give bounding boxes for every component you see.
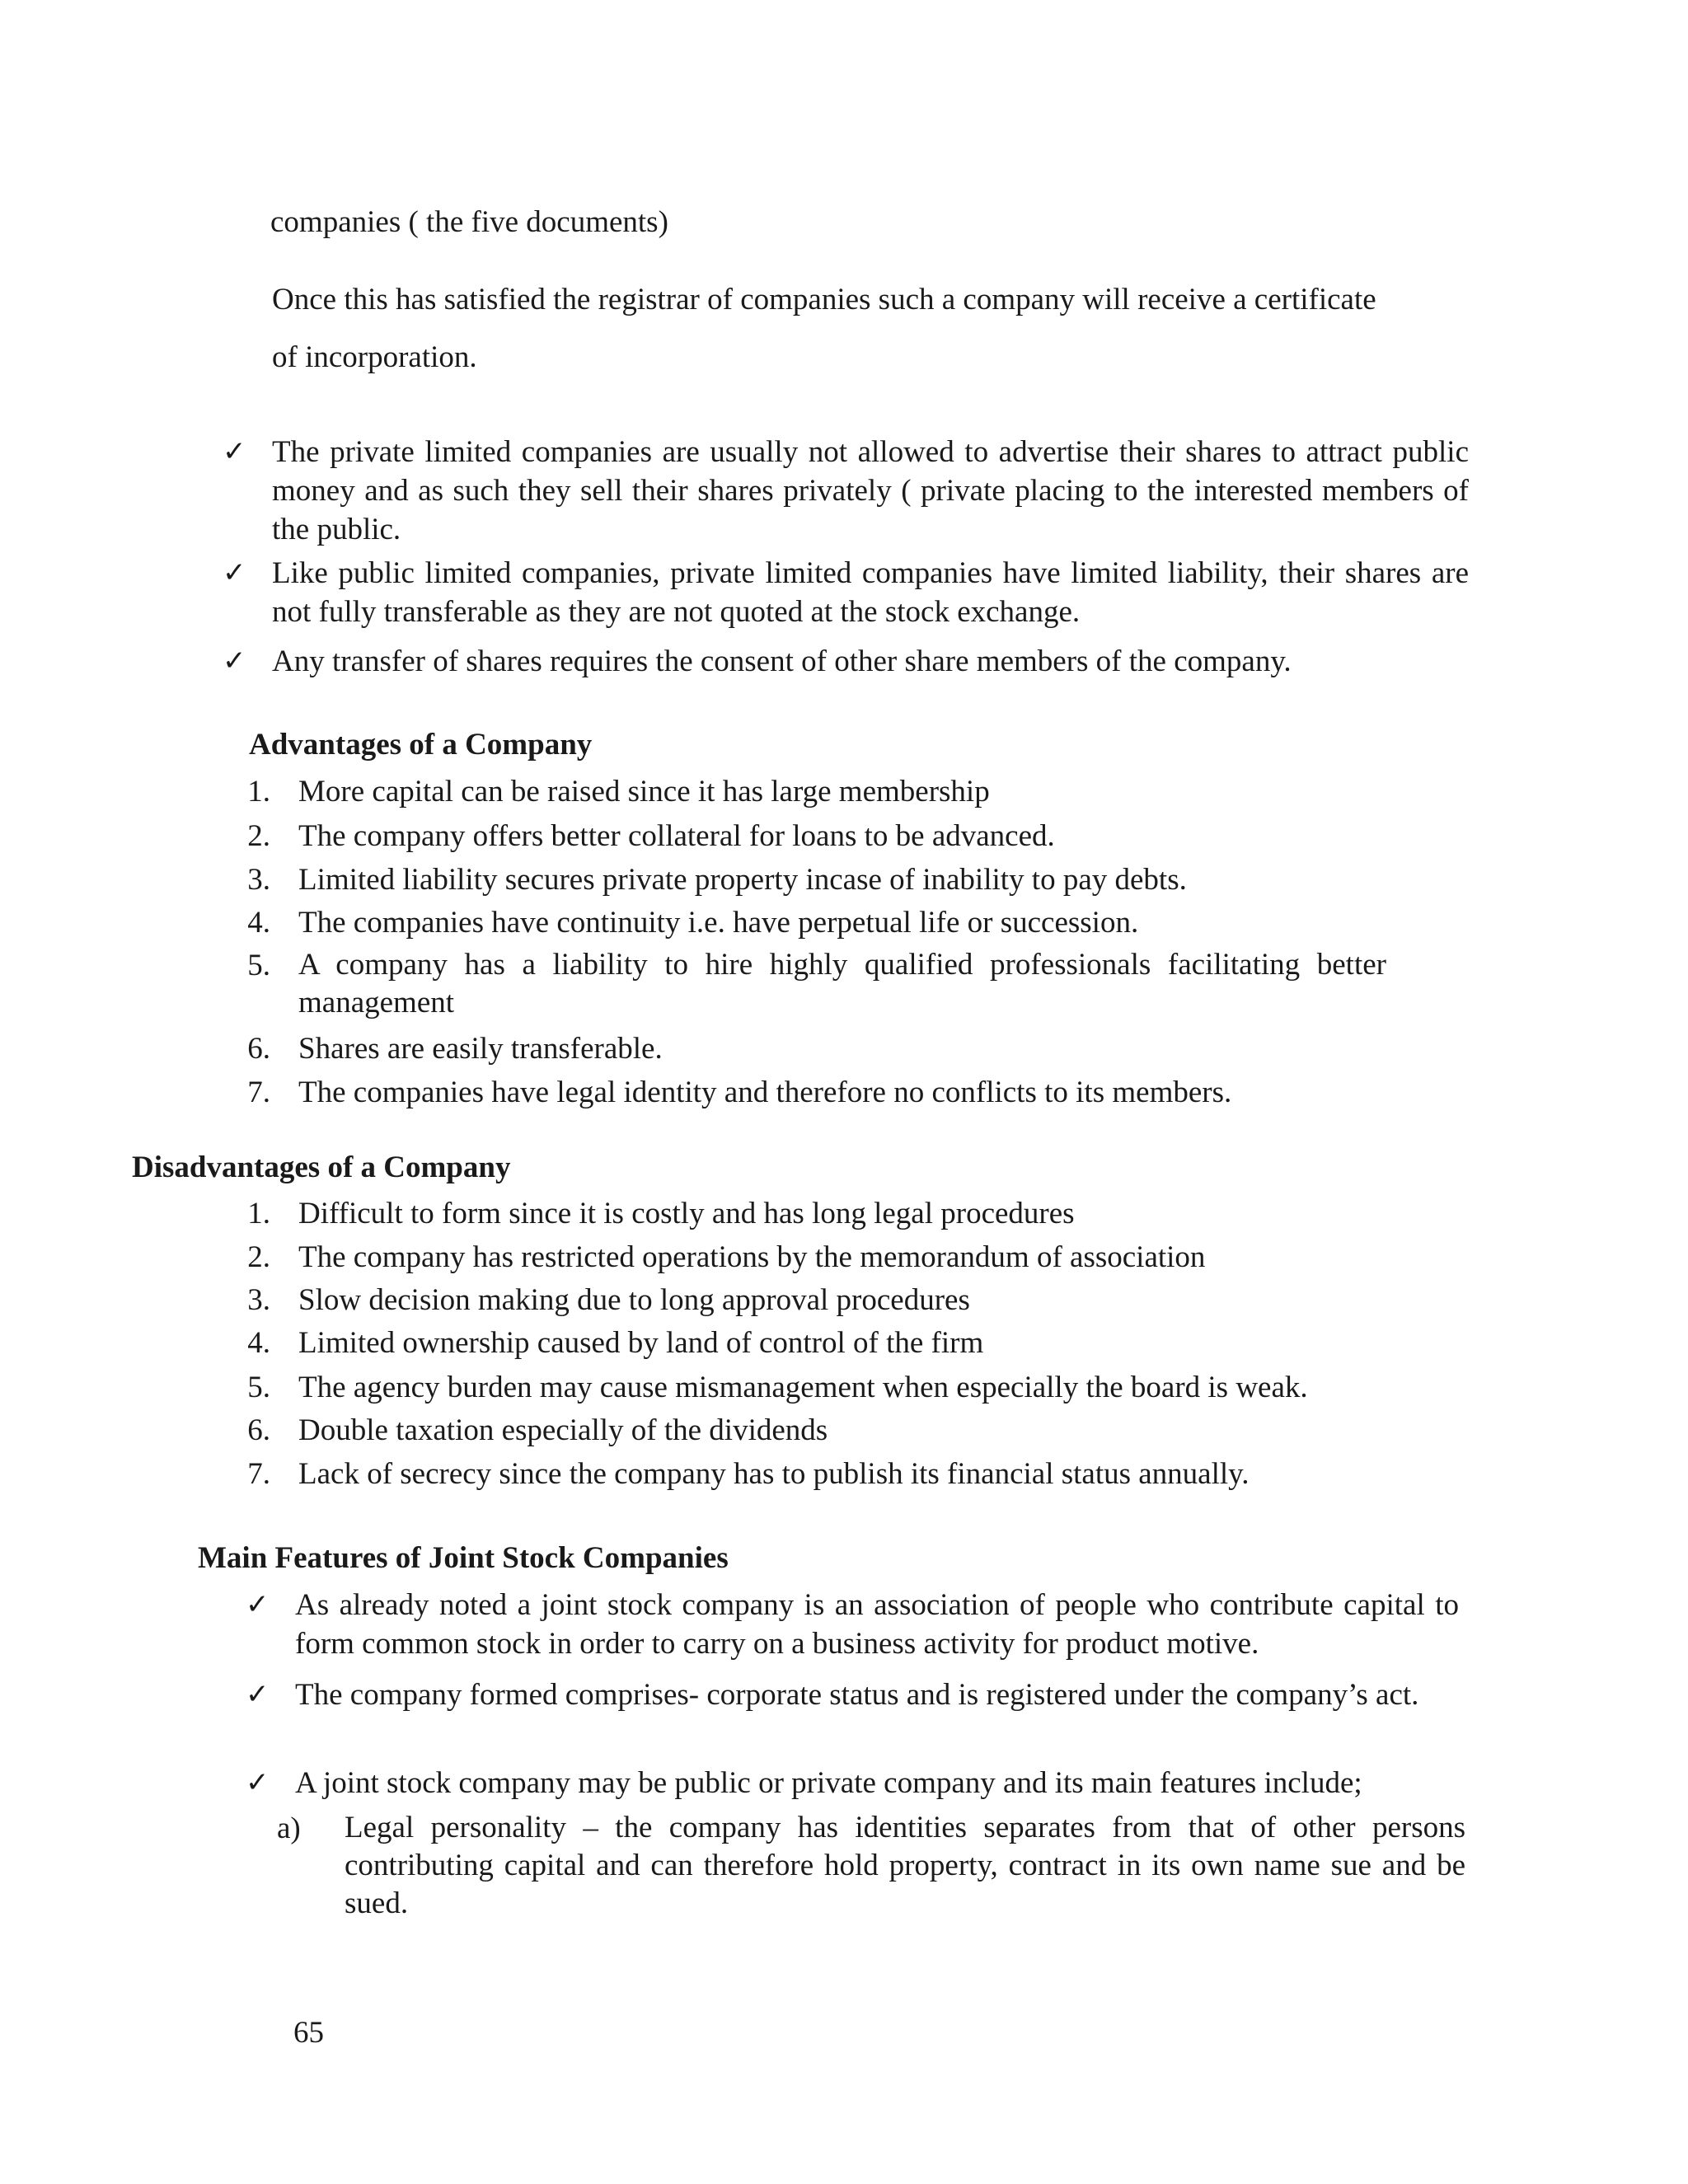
check-icon: ✓: [223, 556, 246, 589]
feature-sub-number: a): [277, 1811, 301, 1845]
check-icon: ✓: [246, 1766, 270, 1799]
advantage-item: Shares are easily transferable.: [298, 1032, 663, 1066]
advantage-item: The company offers better collateral for loans to be advanced.: [298, 819, 1055, 853]
features-heading: Main Features of Joint Stock Companies: [198, 1541, 729, 1575]
page-number: 65: [293, 2016, 324, 2050]
advantage-item: More capital can be raised since it has large membership: [298, 775, 990, 808]
disadvantage-number: 1.: [247, 1197, 270, 1230]
disadvantage-item: Difficult to form since it is costly and has long legal procedures: [298, 1197, 1075, 1230]
advantage-number: 3.: [247, 863, 270, 897]
disadvantage-number: 7.: [247, 1457, 270, 1491]
disadvantage-number: 3.: [247, 1283, 270, 1317]
check-icon: ✓: [246, 1588, 270, 1621]
disadvantages-heading: Disadvantages of a Company: [132, 1151, 511, 1184]
intro-line-2: Once this has satisfied the registrar of companies such a company will receive a certificate: [272, 283, 1376, 316]
intro-line-1: companies ( the five documents): [270, 205, 668, 239]
private-point-2: Like public limited companies, private limited companies have limited liability, their shares are not fully transferable as they are not quoted at the stock exchange.: [272, 556, 1469, 629]
advantage-item: A company has a liability to hire highly qualified professionals facilitating better management: [298, 948, 1386, 1019]
disadvantage-number: 2.: [247, 1240, 270, 1274]
private-point-3: Any transfer of shares requires the consent of other share members of the company.: [272, 644, 1292, 678]
disadvantage-item: Double taxation especially of the dividends: [298, 1413, 828, 1447]
check-icon: ✓: [223, 644, 246, 677]
disadvantage-item: Lack of secrecy since the company has to publish its financial status annually.: [298, 1457, 1250, 1491]
advantage-number: 2.: [247, 819, 270, 853]
feature-sub-item: Legal personality – the company has identities separates from that of other persons contributing capital and can therefore hold property, contract in its own name sue and be sued.: [345, 1811, 1465, 1920]
advantage-item: The companies have legal identity and therefore no conflicts to its members.: [298, 1076, 1232, 1109]
feature-point-3: A joint stock company may be public or private company and its main features include;: [295, 1766, 1362, 1800]
disadvantage-item: The agency burden may cause mismanagement when especially the board is weak.: [298, 1371, 1308, 1404]
disadvantage-item: Slow decision making due to long approval procedures: [298, 1283, 970, 1317]
disadvantage-item: Limited ownership caused by land of control of the firm: [298, 1326, 984, 1360]
disadvantage-number: 6.: [247, 1413, 270, 1447]
feature-point-1: As already noted a joint stock company is an association of people who contribute capital to form common stock in order to carry on a business activity for product motive.: [295, 1588, 1459, 1661]
intro-line-3: of incorporation.: [272, 340, 477, 374]
disadvantage-number: 4.: [247, 1326, 270, 1360]
advantage-number: 4.: [247, 906, 270, 940]
advantage-item: Limited liability secures private property incase of inability to pay debts.: [298, 863, 1187, 897]
disadvantage-number: 5.: [247, 1371, 270, 1404]
feature-point-2: The company formed comprises- corporate status and is registered under the company’s act.: [295, 1678, 1419, 1712]
check-icon: ✓: [246, 1678, 270, 1711]
private-point-1: The private limited companies are usually not allowed to advertise their shares to attract public money and as such they sell their shares privately ( private placing to the interested members of the public.: [272, 435, 1469, 546]
advantage-number: 5.: [247, 949, 270, 982]
advantage-number: 1.: [247, 775, 270, 808]
disadvantage-item: The company has restricted operations by the memorandum of association: [298, 1240, 1206, 1274]
check-icon: ✓: [223, 435, 246, 468]
advantage-number: 7.: [247, 1076, 270, 1109]
advantage-number: 6.: [247, 1032, 270, 1066]
advantages-heading: Advantages of a Company: [249, 728, 593, 762]
advantage-item: The companies have continuity i.e. have perpetual life or succession.: [298, 906, 1139, 940]
